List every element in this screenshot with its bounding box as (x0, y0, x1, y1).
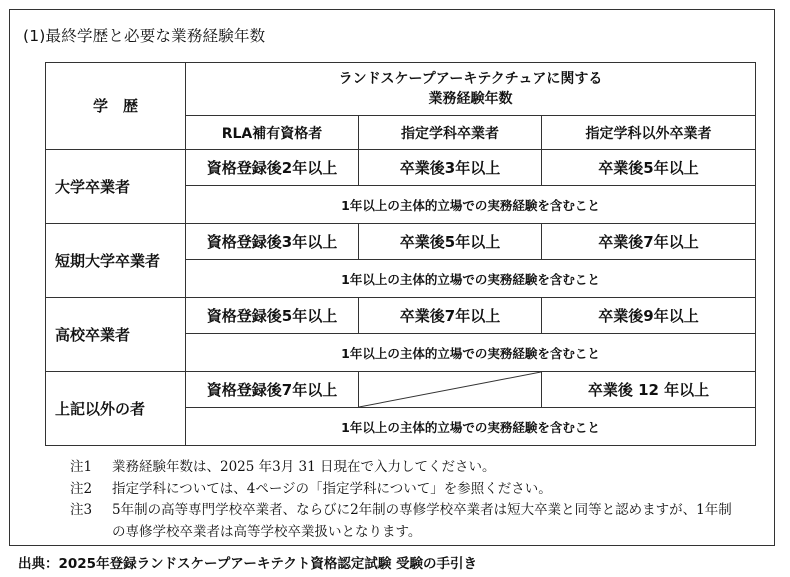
note-label: 注2 (70, 480, 93, 497)
source-citation: 出典：2025年登録ランドスケープアーキテクト資格認定試験 受験の手引き (18, 556, 478, 572)
row-label: 短期大学卒業者 (46, 224, 186, 298)
header-education: 学 歴 (46, 63, 186, 150)
subheader-designated: 指定学科卒業者 (359, 116, 542, 150)
note-text: 5年制の高等専門学校卒業者、ならびに2年制の専修学校卒業者は短大卒業と同等と認めますが、1年制の専修学校卒業者は高等学校卒業扱いとなります。 (112, 502, 732, 540)
table-cell: 卒業後9年以上 (542, 298, 756, 334)
table-cell: 卒業後7年以上 (542, 224, 756, 260)
table-cell: 資格登録後7年以上 (186, 372, 359, 408)
row-label: 上記以外の者 (46, 372, 186, 446)
table-row (46, 224, 756, 260)
subheader-non-designated: 指定学科以外卒業者 (542, 116, 756, 150)
notes (70, 457, 732, 543)
note-text: 業務経験年数は、2025 年3月 31 日現在で入力してください。 (112, 459, 496, 475)
condition-cell: 1年以上の主体的立場での実務経験を含むこと (186, 408, 756, 446)
not-applicable-cell (359, 372, 542, 408)
note-item (70, 500, 732, 543)
note-item (70, 457, 732, 479)
table-row (46, 298, 756, 334)
header-experience-line2: 業務経験年数 (428, 91, 513, 107)
header-experience-line1: ランドスケープアーキテクチュアに関する (338, 71, 603, 87)
table-row (46, 150, 756, 186)
table-cell: 卒業後7年以上 (359, 298, 542, 334)
row-label: 高校卒業者 (46, 298, 186, 372)
condition-cell: 1年以上の主体的立場での実務経験を含むこと (186, 186, 756, 224)
condition-cell: 1年以上の主体的立場での実務経験を含むこと (186, 260, 756, 298)
table-cell: 卒業後 12 年以上 (542, 372, 756, 408)
row-label: 大学卒業者 (46, 150, 186, 224)
table-cell: 資格登録後5年以上 (186, 298, 359, 334)
condition-cell: 1年以上の主体的立場での実務経験を含むこと (186, 334, 756, 372)
table-cell: 資格登録後3年以上 (186, 224, 359, 260)
diagonal-strike (359, 372, 541, 407)
note-item (70, 479, 732, 501)
table-cell: 卒業後5年以上 (359, 224, 542, 260)
table-row (46, 372, 756, 408)
note-text: 指定学科については、4ページの「指定学科について」を参照ください。 (112, 480, 552, 497)
subheader-rla: RLA補有資格者 (186, 116, 359, 150)
header-experience-years (186, 63, 756, 116)
table-cell: 卒業後3年以上 (359, 150, 542, 186)
experience-requirements-table (45, 62, 756, 446)
note-label: 注3 (70, 502, 93, 518)
table-cell: 資格登録後2年以上 (186, 150, 359, 186)
table-cell: 卒業後5年以上 (542, 150, 756, 186)
note-label: 注1 (70, 459, 93, 475)
section-title: (1)最終学歴と必要な業務経験年数 (23, 27, 266, 45)
